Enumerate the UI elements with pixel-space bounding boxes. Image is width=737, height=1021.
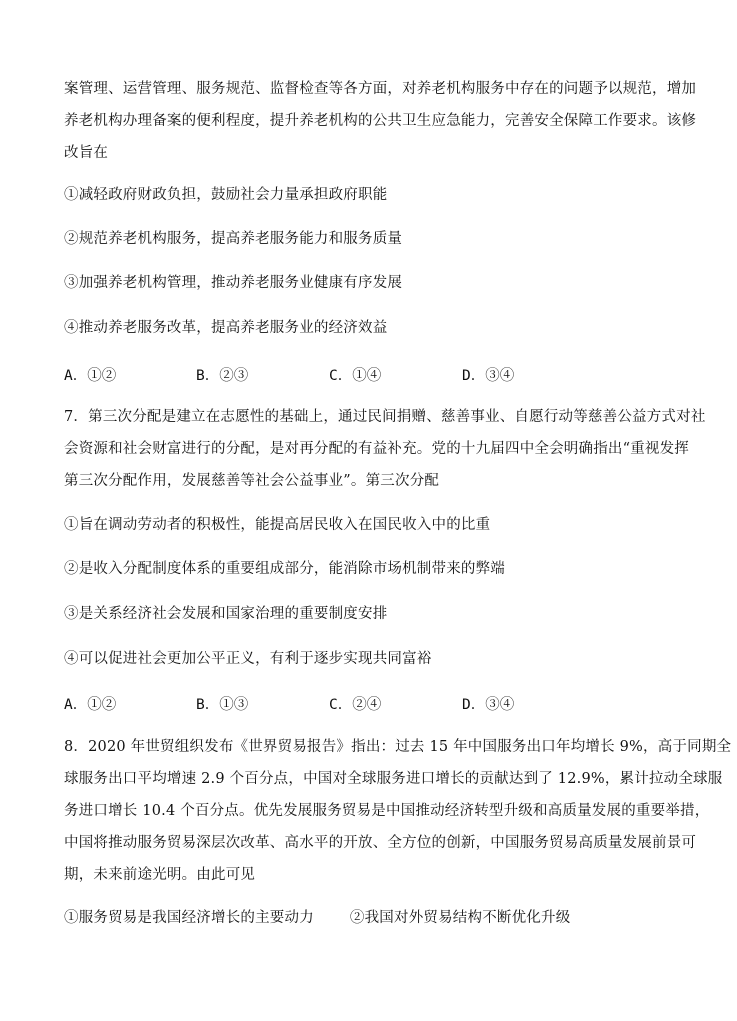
q8-stem-line-2: 球服务出口平均增速 2.9 个百分点，中国对全球服务进口增长的贡献达到了 12.9%，累计拉动全球服 [64,771,723,787]
q7-stem-line-2: 会资源和社会财富进行的分配，是对再分配的有益补充。党的十九届四中全会明确指出“重视发挥 [64,441,690,457]
q6-item-3: ③加强养老机构管理，推动养老服务业健康有序发展 [64,275,403,291]
q8-item-2: ②我国对外贸易结构不断优化升级 [349,910,571,926]
q7-item-1: ①旨在调动劳动者的积极性，能提高居民收入在国民收入中的比重 [64,517,491,533]
q7-option-b: B．①③ [196,697,249,713]
q6-option-a: A．①② [64,368,117,384]
q8-stem-line-3: 务进口增长 10.4 个百分点。优先发展服务贸易是中国推动经济转型升级和高质量发展的重要举措， [64,803,710,819]
q6-stem-line-1: 案管理、运营管理、服务规范、监督检查等各方面，对养老机构服务中存在的问题予以规范，增加 [64,81,697,97]
q6-stem-line-3: 改旨在 [64,145,109,161]
q6-item-4: ④推动养老服务改革，提高养老服务业的经济效益 [64,320,388,336]
q7-stem-line-3: 第三次分配作用，发展慈善等社会公益事业”。第三次分配 [64,473,440,489]
q6-option-d: D．③④ [462,368,515,384]
q7-item-4: ④可以促进社会更加公平正义，有利于逐步实现共同富裕 [64,651,432,667]
q7-option-d: D．③④ [462,697,515,713]
q6-option-c: C．①④ [329,368,382,384]
q6-option-b: B．②③ [196,368,249,384]
q7-item-2: ②是收入分配制度体系的重要组成部分，能消除市场机制带来的弊端 [64,561,505,577]
q8-stem-line-4: 中国将推动服务贸易深层次改革、高水平的开放、全方位的创新，中国服务贸易高质量发展前景可 [64,835,697,851]
q8-stem-line-5: 期，未来前途光明。由此可见 [64,867,256,883]
q6-item-1: ①减轻政府财政负担，鼓励社会力量承担政府职能 [64,187,388,203]
q7-option-c: C．②④ [329,697,382,713]
q7-item-3: ③是关系经济社会发展和国家治理的重要制度安排 [64,606,388,622]
q7-stem-line-1: 7．第三次分配是建立在志愿性的基础上，通过民间捐赠、慈善事业、自愿行动等慈善公益方式对社 [64,409,706,425]
q8-stem-line-1: 8．2020 年世贸组织发布《世界贸易报告》指出：过去 15 年中国服务出口年均增长 9%，高于同期全 [64,739,732,755]
q6-stem-line-2: 养老机构办理备案的便利程度，提升养老机构的公共卫生应急能力，完善安全保障工作要求。该修 [64,113,697,129]
q6-item-2: ②规范养老机构服务，提高养老服务能力和服务质量 [64,231,403,247]
q7-option-a: A．①② [64,697,117,713]
q8-item-1: ①服务贸易是我国经济增长的主要动力 [64,910,314,926]
q8-items-row [64,909,570,927]
